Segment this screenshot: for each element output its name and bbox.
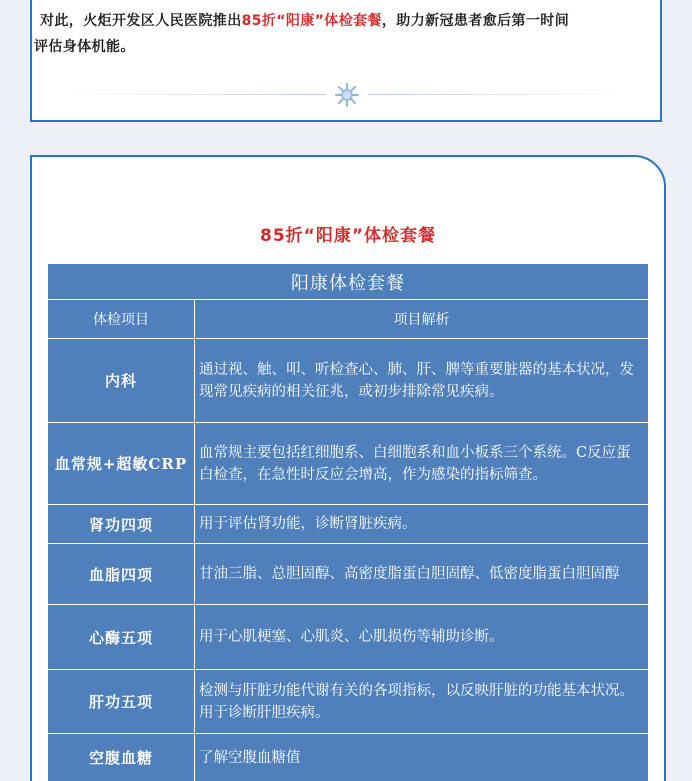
item-name: 肝功五项: [48, 670, 195, 734]
package-card: [30, 155, 666, 781]
package-table: [47, 263, 649, 781]
intro-text-prefix: 对此，火炬开发区人民医院推出: [40, 13, 242, 29]
item-name: 空腹血糖: [48, 734, 195, 781]
item-desc: 用于评估肾功能，诊断肾脏疾病。: [195, 505, 649, 544]
divider-line-right: [368, 94, 628, 95]
column-header-analysis: 项目解析: [195, 300, 649, 339]
divider-line-left: [66, 94, 326, 95]
table-header-row: [48, 300, 649, 339]
table-row: [48, 605, 649, 670]
table-title: 阳康体检套餐: [48, 264, 649, 300]
item-name: 心酶五项: [48, 605, 195, 670]
snowflake-icon: [334, 82, 360, 108]
item-desc: 甘油三脂、总胆固醇、高密度脂蛋白胆固醇、低密度脂蛋白胆固醇: [195, 544, 649, 605]
table-row: [48, 423, 649, 505]
section-divider: [66, 88, 628, 102]
item-name: 血常规+超敏CRP: [48, 423, 195, 505]
item-desc: 血常规主要包括红细胞系、白细胞系和血小板系三个系统。C反应蛋白检查，在急性时反应会增高，作为感染的指标筛查。: [195, 423, 649, 505]
table-row: [48, 505, 649, 544]
item-desc: 了解空腹血糖值: [195, 734, 649, 781]
table-row: [48, 734, 649, 781]
item-desc: 用于心肌梗塞、心肌炎、心肌损伤等辅助诊断。: [195, 605, 649, 670]
item-desc: 检测与肝脏功能代谢有关的各项指标，以反映肝脏的功能基本状况。用于诊断肝胆疾病。: [195, 670, 649, 734]
table-row: [48, 339, 649, 423]
item-name: 肾功四项: [48, 505, 195, 544]
table-row: [48, 544, 649, 605]
intro-highlight: 85折“阳康”体检套餐: [241, 13, 382, 29]
intro-text-line2: 评估身体机能。: [34, 39, 135, 55]
table-row: [48, 670, 649, 734]
package-heading: 85折“阳康”体检套餐: [259, 226, 436, 246]
intro-text-suffix: ，助力新冠患者愈后第一时间: [381, 13, 570, 29]
column-header-item: 体检项目: [48, 300, 195, 339]
item-name: 内科: [48, 339, 195, 423]
table-title-row: [48, 264, 649, 300]
item-desc: 通过视、触、叩、听检查心、肺、肝、脾等重要脏器的基本状况，发现常见疾病的相关征兆，或初步排除常见疾病。: [195, 339, 649, 423]
intro-card: [30, 0, 662, 122]
item-name: 血脂四项: [48, 544, 195, 605]
intro-paragraph: [34, 8, 660, 60]
